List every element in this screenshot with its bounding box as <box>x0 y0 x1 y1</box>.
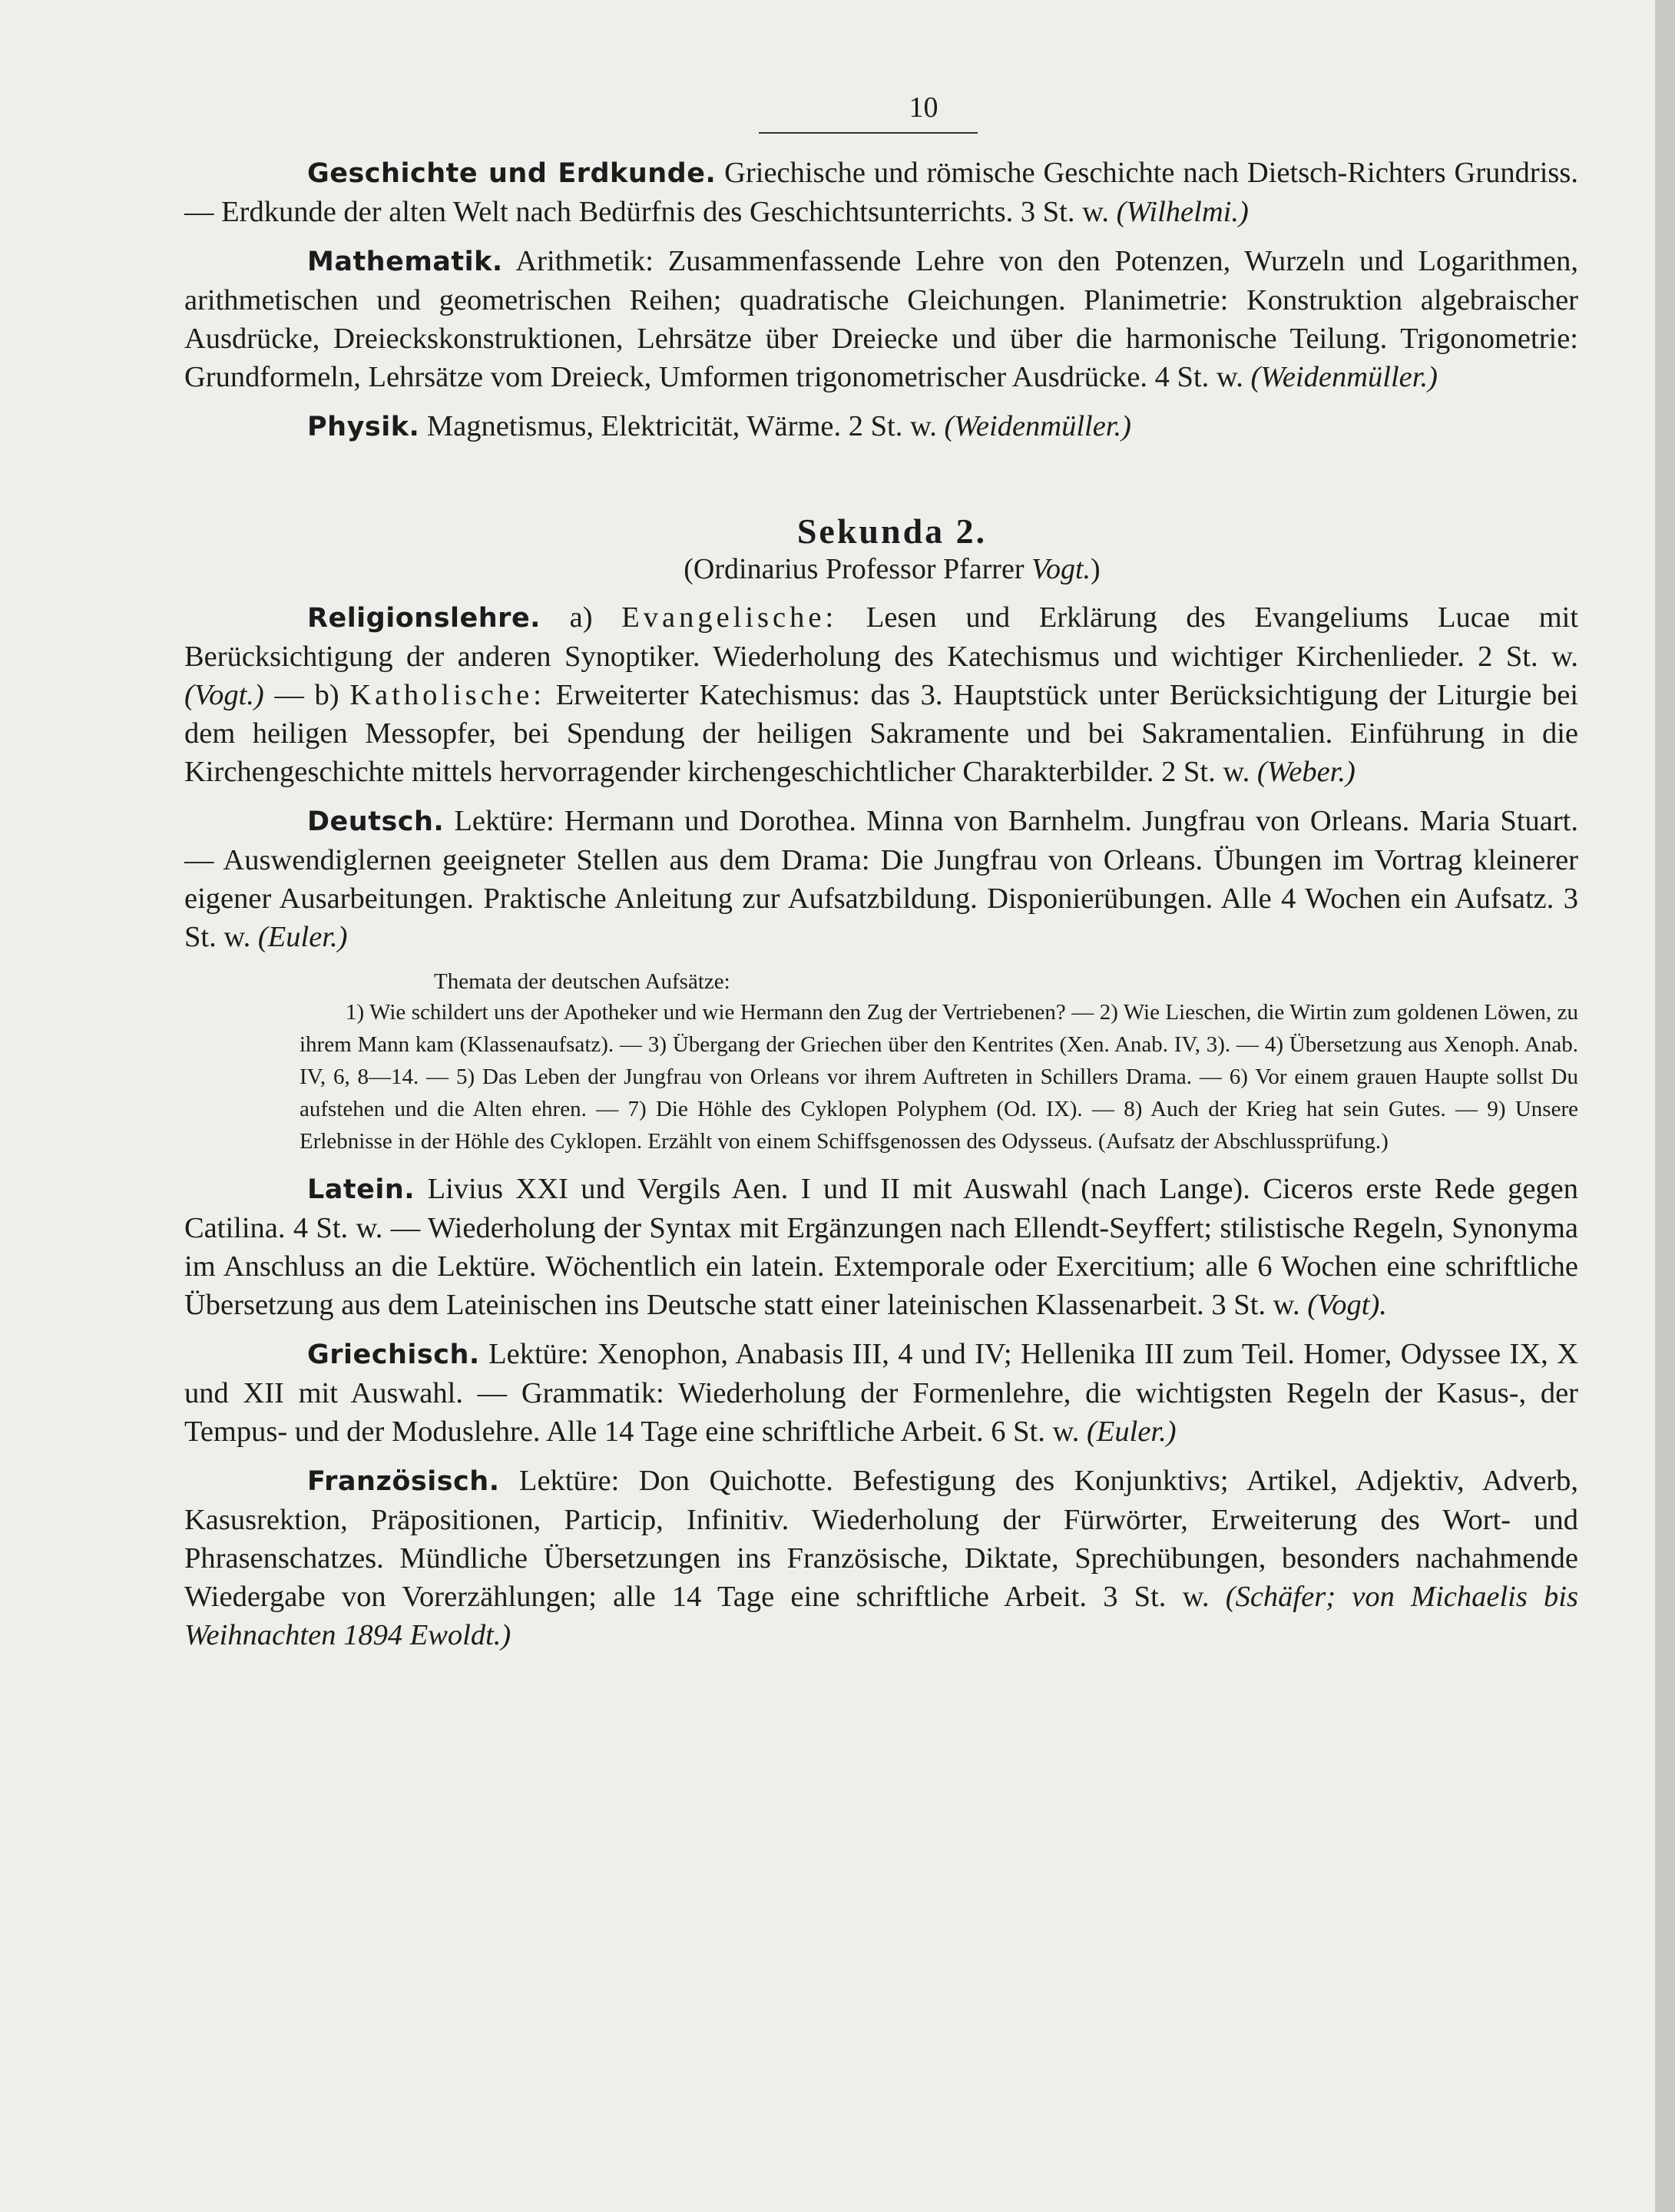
section-teacher: (Euler.) <box>1087 1416 1177 1448</box>
religion-b-teacher: (Weber.) <box>1256 756 1356 788</box>
section-text: Lektüre: Xenophon, Anabasis III, 4 und IV; Hellenika III zum Teil. Homer, Odyssee IX, X und XII mit Auswahl. — Grammatik: Wiederholung der Formenlehre, die wichtigsten Regeln der Kasus-, der Tempus- und der Moduslehre. Alle 14 Tage eine schriftliche Arbeit. 6 St. w. <box>184 1338 1578 1448</box>
page-number: 10 <box>909 91 938 124</box>
section-mathematik <box>184 242 1578 396</box>
section-heading: Mathematik. <box>307 247 503 277</box>
section-text: Lektüre: Don Quichotte. Befestigung des Konjunktivs; Artikel, Adjektiv, Adverb, Kasusrektion, Präpositionen, Particip, Infinitiv. Wiederholung der Fürwörter, Erweiterung des Wort- und Phrasenschatzes. Mündliche Übersetzungen ins Französische, Diktate, Sprechübungen, besonders nachahmende Wiedergabe von Vorerzählungen; alle 14 Tage eine schriftliche Arbeit. 3 St. w. <box>184 1465 1578 1613</box>
section-teacher: (Weidenmüller.) <box>944 410 1131 442</box>
section-deutsch <box>184 802 1578 956</box>
section-teacher: (Wilhelmi.) <box>1116 196 1249 228</box>
section-text: Magnetismus, Elektricität, Wärme. 2 St. w. <box>426 410 937 442</box>
page-edge <box>1655 0 1675 2212</box>
section-religion <box>184 598 1578 791</box>
religion-b-name: Katholische: <box>349 679 545 711</box>
religion-b-text: Erweiterter Katechismus: das 3. Hauptstück unter Berücksichtigung der Liturgie bei dem heiligen Messopfer, bei Spendung der heiligen Sakramente und bei Sakramentalien. Einführung in die Kirchengeschichte mittels hervorragender kirchengeschichtlicher Charakterbilder. 2 St. w. <box>184 679 1579 788</box>
section-teacher: (Schäfer; von Michaelis bis Weihnachten 1894 Ewoldt.) <box>184 1581 1578 1651</box>
ordinarius-suffix: ) <box>1091 553 1101 585</box>
section-teacher: (Vogt). <box>1307 1289 1387 1321</box>
ordinarius-line <box>206 551 1578 588</box>
religion-b-label: — b) <box>274 679 339 711</box>
section-griechisch <box>184 1335 1578 1451</box>
document-page <box>184 92 1578 1654</box>
class-title: Sekunda 2. <box>796 512 988 551</box>
section-text: Lektüre: Hermann und Dorothea. Minna von Barnhelm. Jungfrau von Orleans. Maria Stuart. — Auswendiglernen geeigneter Stellen aus dem Drama: Die Jungfrau von Orleans. Übungen im Vortrag kleinerer eigener Ausarbeitungen. Praktische Anleitung zur Aufsatzbildung. Disponierübungen. Alle 4 Wochen ein Aufsatz. 3 St. w. <box>184 805 1578 953</box>
section-teacher: (Euler.) <box>257 921 348 953</box>
religion-a-text: Lesen und Erklärung des Evangeliums Lucae mit Berücksichtigung der anderen Synoptiker. Wiederholung des Katechismus und wichtiger Kirchenlieder. 2 St. w. <box>184 601 1579 673</box>
section-heading: Physik. <box>307 412 420 442</box>
section-text: Arithmetik: Zusammenfassende Lehre von den Potenzen, Wurzeln und Logarithmen, arithmetischen und geometrischen Reihen; quadratische Gleichungen. Planimetrie: Konstruktion algebraischer Ausdrücke, Dreieckskonstruktionen, Lehrsätze über Dreiecke und über die harmonische Teilung. Trigonometrie: Grundformeln, Lehrsätze vom Dreieck, Umformen trigonometrischer Ausdrücke. 4 St. w. <box>184 245 1578 393</box>
header-rule <box>759 132 978 134</box>
section-latein <box>184 1170 1578 1324</box>
religion-a-label: a) <box>569 601 593 634</box>
section-heading: Religionslehre. <box>307 603 541 634</box>
section-geschichte <box>184 154 1578 231</box>
section-text: Livius XXI und Vergils Aen. I und II mit Auswahl (nach Lange). Ciceros erste Rede gegen Catilina. 4 St. w. — Wiederholung der Syntax mit Ergänzungen nach Ellendt-Seyffert; stilistische Regeln, Synonyma im Anschluss an die Lektüre. Wöchentlich ein latein. Extemporale oder Exercitium; alle 6 Wochen eine schriftliche Übersetzung aus dem Lateinischen ins Deutsche statt einer lateinischen Klassenarbeit. 3 St. w. <box>184 1173 1578 1321</box>
section-heading: Latein. <box>307 1174 415 1205</box>
themata-text: 1) Wie schildert uns der Apotheker und wie Hermann den Zug der Vertriebenen? — 2) Wie Lieschen, die Wirtin zum goldenen Löwen, zu ihrem Mann kam (Klassenaufsatz). — 3) Übergang der Griechen über den Kentrites (Xen. Anab. IV, 3). — 4) Übersetzung aus Xenoph. Anab. IV, 6, 8—14. — 5) Das Leben der Jungfrau von Orleans vor ihrem Auftreten in Schillers Drama. — 6) Vor einem grauen Haupte sollst Du aufstehen und die Alten ehren. — 7) Die Höhle des Cyklopen Polyphem (Od. IX). — 8) Auch der Krieg hat sein Gutes. — 9) Unsere Erlebnisse in der Höhle des Cyklopen. Erzählt von einem Schiffsgenossen des Odysseus. (Aufsatz der Abschlussprüfung.) <box>300 1000 1578 1154</box>
themata-block <box>300 967 1578 1157</box>
ordinarius-prefix: (Ordinarius Professor Pfarrer <box>684 553 1025 585</box>
ordinarius-name: Vogt. <box>1031 553 1091 585</box>
section-heading: Deutsch. <box>307 806 445 837</box>
section-heading: Geschichte und Erdkunde. <box>307 158 717 189</box>
religion-a-teacher: (Vogt.) <box>184 679 264 711</box>
themata-title: Themata der deutschen Aufsätze: <box>434 969 730 994</box>
section-text: Griechische und römische Geschichte nach Dietsch-Richters Grundriss. — Erdkunde der alten Welt nach Bedürfnis des Geschichtsunterrichts. 3 St. w. <box>184 157 1578 228</box>
section-franzoesisch <box>184 1462 1578 1654</box>
section-heading: Französisch. <box>307 1466 500 1497</box>
religion-a-name: Evangelische: <box>621 601 838 634</box>
section-teacher: (Weidenmüller.) <box>1250 361 1438 393</box>
section-heading: Griechisch. <box>307 1339 480 1370</box>
section-physik <box>184 407 1578 446</box>
